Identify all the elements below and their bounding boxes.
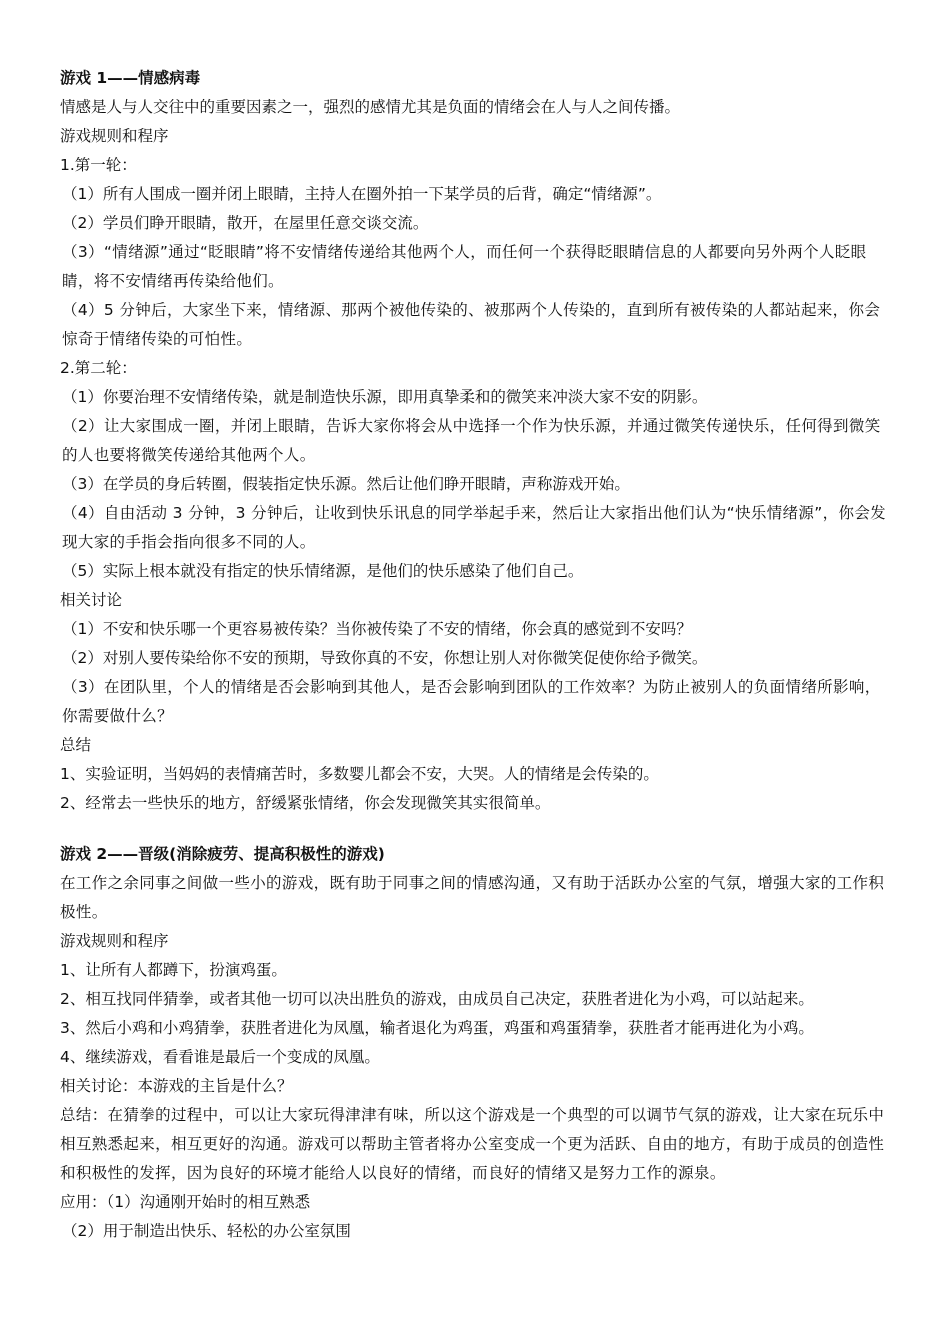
game1-title: 游戏 1——情感病毒 [60,69,201,87]
game2-intro: 在工作之余同事之间做一些小的游戏，既有助于同事之间的情感沟通，又有助于活跃办公室的气氛，增强大家的工作积极性。 [60,874,885,921]
game2-rule-item: 3、然后小鸡和小鸡猜拳，获胜者进化为凤凰，输者退化为鸡蛋，鸡蛋和鸡蛋猜拳，获胜者才能再进化为小鸡。 [60,1019,814,1037]
game2-summary: 总结：在猜拳的过程中，可以让大家玩得津津有味，所以这个游戏是一个典型的可以调节气氛的游戏，让大家在玩乐中相互熟悉起来，相互更好的沟通。游戏可以帮助主管者将办公室变成一个更为活跃、自由的地方，有助于成员的创造性和积极性的发挥，因为良好的环境才能给人以良好的情绪，而良好的情绪又是努力工作的源泉。 [60,1106,885,1182]
document-page [60,64,892,1246]
game2-rule-item: 2、相互找同伴猜拳，或者其他一切可以决出胜负的游戏，由成员自己决定，获胜者进化为小鸡，可以站起来。 [60,990,814,1008]
game2-application-item: （2）用于制造出快乐、轻松的办公室氛围 [62,1222,351,1240]
game1-summary-heading: 总结 [60,736,92,754]
game1-round2-step: （1）你要治理不安情绪传染，就是制造快乐源，即用真挚柔和的微笑来冲淡大家不安的阴影。 [62,388,708,406]
game1-rules-heading: 游戏规则和程序 [60,127,169,145]
game1-intro: 情感是人与人交往中的重要因素之一，强烈的感情尤其是负面的情绪会在人与人之间传播。 [60,98,681,116]
game2-rule-item: 1、让所有人都蹲下，扮演鸡蛋。 [60,961,287,979]
game1-discussion-item: （2）对别人要传染给你不安的预期，导致你真的不安，你想让别人对你微笑促使你给予微笑。 [62,649,708,667]
game1-round1-step: （1）所有人围成一圈并闭上眼睛，主持人在圈外拍一下某学员的后背，确定“情绪源”。 [62,185,662,203]
game1-round1-heading: 1.第一轮： [60,156,137,174]
game2-discussion: 相关讨论：本游戏的主旨是什么？ [60,1077,293,1095]
game1-round2-step: （5）实际上根本就没有指定的快乐情绪源，是他们的快乐感染了他们自己。 [62,562,584,580]
game1-discussion-heading: 相关讨论 [60,591,123,609]
game1-summary-item: 1、实验证明，当妈妈的表情痛苦时，多数婴儿都会不安，大哭。人的情绪是会传染的。 [60,765,659,783]
game1-round1-step: （2）学员们睁开眼睛，散开，在屋里任意交谈交流。 [62,214,429,232]
game1-round1-step: （4）5 分钟后，大家坐下来，情绪源、那两个被他传染的、被那两个人传染的，直到所有被传染的人都站起来，你会惊奇于情绪传染的可怕性。 [62,301,881,348]
game2-application: 应用：（1）沟通刚开始时的相互熟悉 [60,1193,311,1211]
game1-round2-heading: 2.第二轮： [60,359,137,377]
game1-summary-item: 2、经常去一些快乐的地方，舒缓紧张情绪，你会发现微笑其实很简单。 [60,794,551,812]
game2-title: 游戏 2——晋级(消除疲劳、提高积极性的游戏) [60,845,385,863]
game2-rules-heading: 游戏规则和程序 [60,932,169,950]
game1-round2-step: （2）让大家围成一圈，并闭上眼睛，告诉大家你将会从中选择一个作为快乐源，并通过微笑传递快乐，任何得到微笑的人也要将微笑传递给其他两个人。 [62,417,881,464]
game1-round2-step: （3）在学员的身后转圈，假装指定快乐源。然后让他们睁开眼睛，声称游戏开始。 [62,475,630,493]
game1-discussion-item: （3）在团队里，个人的情绪是否会影响到其他人，是否会影响到团队的工作效率？为防止被别人的负面情绪所影响，你需要做什么？ [62,678,881,725]
game2-rule-item: 4、继续游戏，看看谁是最后一个变成的凤凰。 [60,1048,380,1066]
game1-discussion-item: （1）不安和快乐哪一个更容易被传染？当你被传染了不安的情绪，你会真的感觉到不安吗？ [62,620,692,638]
section-gap [60,818,892,840]
game1-round1-step: （3）“情绪源”通过“眨眼睛”将不安情绪传递给其他两个人，而任何一个获得眨眼睛信息的人都要向另外两个人眨眼睛，将不安情绪再传染给他们。 [62,243,867,290]
game1-round2-step: （4）自由活动 3 分钟，3 分钟后，让收到快乐讯息的同学举起手来，然后让大家指出他们认为“快乐情绪源”，你会发现大家的手指会指向很多不同的人。 [62,504,887,551]
